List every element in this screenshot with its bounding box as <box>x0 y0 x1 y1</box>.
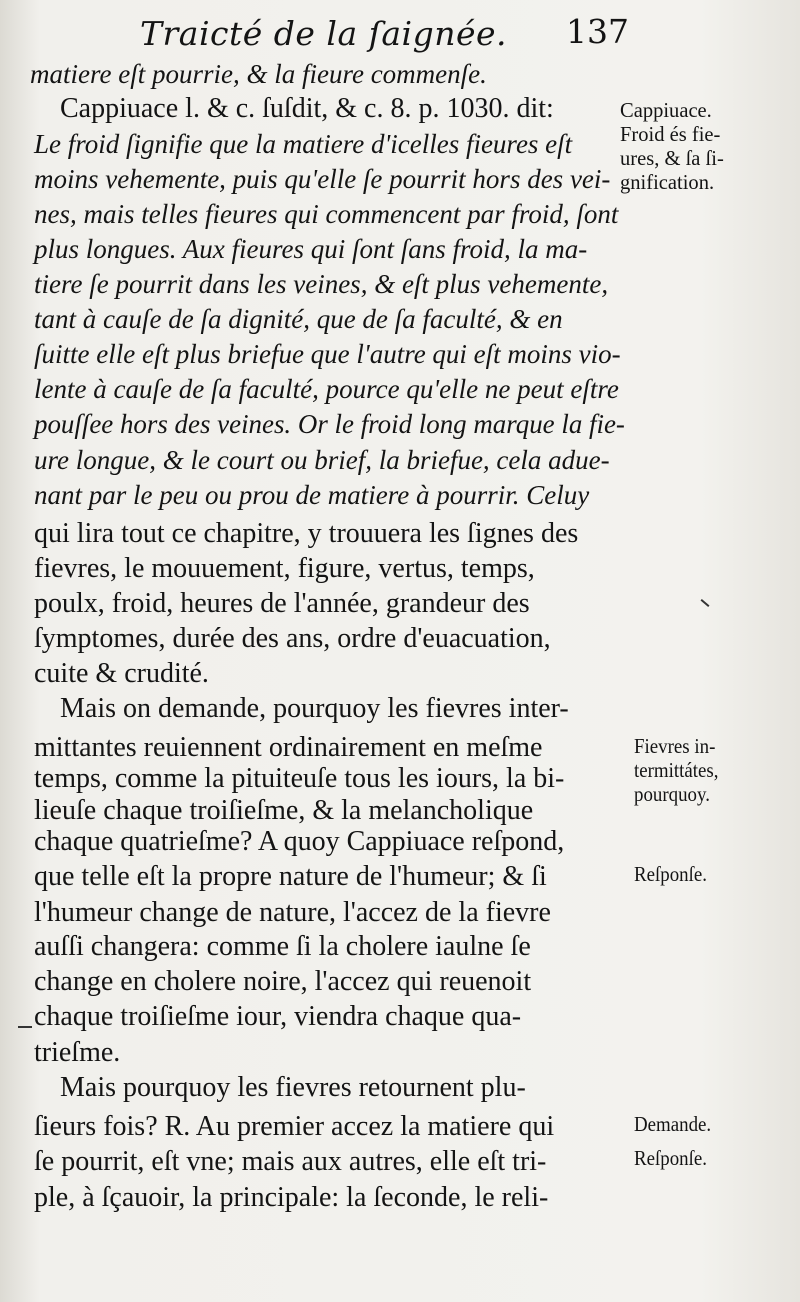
margin-note-line: pourquoy. <box>634 782 710 806</box>
running-head: Traicté de la ſaignée. <box>140 14 508 53</box>
margin-note <box>634 862 800 886</box>
text-line: nes, mais telles fieures qui commencent par froid, ſont <box>34 199 619 229</box>
text-line: ſieurs fois? R. Au premier accez la matiere qui <box>34 1111 555 1142</box>
margin-note <box>634 734 800 806</box>
margin-note-line: ures, & ſa ſi- <box>620 146 724 170</box>
text-line: cuite & crudité. <box>34 658 209 689</box>
text-line: qui lira tout ce chapitre, y trouuera les ſignes des <box>34 518 579 549</box>
text-line: poulx, froid, heures de l'année, grandeur des <box>34 588 530 619</box>
text-line: Mais pourquoy les fievres retournent plu- <box>60 1072 526 1103</box>
text-line: change en cholere noire, l'accez qui reuenoit <box>34 966 532 997</box>
text-line: mittantes reuiennent ordinairement en meſme <box>34 732 543 763</box>
text-line: Mais on demande, pourquoy les fievres inter- <box>60 693 569 724</box>
stray-mark <box>701 599 710 607</box>
text-line: que telle eſt la propre nature de l'humeur; & ſi <box>34 861 547 892</box>
margin-note-line: termittátes, <box>634 758 719 782</box>
text-line: l'humeur change de nature, l'accez de la fievre <box>34 897 551 928</box>
text-line: lente à cauſe de ſa faculté, pource qu'elle ne peut eſtre <box>34 374 619 404</box>
text-line: ſuitte elle eſt plus briefue que l'autre qui eſt moins vio- <box>34 339 621 369</box>
margin-note-line: Reſponſe. <box>634 862 707 886</box>
margin-note <box>634 1112 800 1136</box>
text-line: Cappiuace l. & c. ſuſdit, & c. 8. p. 1030. dit: <box>60 93 554 124</box>
margin-note-line: Reſponſe. <box>634 1146 707 1170</box>
text-line: ure longue, & le court ou brief, la briefue, cela adue- <box>34 445 610 475</box>
margin-note-line: Cappiuace. <box>620 98 712 122</box>
text-line: nant par le peu ou prou de matiere à pourrir. Celuy <box>34 480 590 510</box>
text-line: tiere ſe pourrit dans les veines, & eſt plus vehemente, <box>34 269 609 299</box>
stray-mark <box>18 1026 32 1028</box>
text-line: ſymptomes, durée des ans, ordre d'euacuation, <box>34 623 551 654</box>
page-number: 137 <box>566 12 629 51</box>
margin-note-line: gnification. <box>620 170 715 194</box>
text-line: moins vehemente, puis qu'elle ſe pourrit hors des vei- <box>34 164 611 194</box>
text-line: chaque troiſieſme iour, viendra chaque qua- <box>34 1001 522 1032</box>
text-line: temps, comme la pituiteuſe tous les iours, la bi- <box>34 763 565 794</box>
margin-note-line: Froid és fie- <box>620 122 721 146</box>
text-line: plus longues. Aux fieures qui ſont ſans froid, la ma- <box>34 234 588 264</box>
margin-note <box>620 98 800 194</box>
text-line: lieuſe chaque troiſieſme, & la melancholique <box>34 795 534 826</box>
text-line: matiere eſt pourrie, & la fieure commenſe. <box>30 59 487 89</box>
text-line: auſſi changera: comme ſi la cholere iaulne ſe <box>34 931 531 962</box>
text-line: ſe pourrit, eſt vne; mais aux autres, elle eſt tri- <box>34 1146 547 1177</box>
text-line: tant à cauſe de ſa dignité, que de ſa faculté, & en <box>34 304 563 334</box>
text-line: fievres, le mouuement, figure, vertus, temps, <box>34 553 535 584</box>
text-line: Le froid ſignifie que la matiere d'icelles fieures eſt <box>34 129 573 159</box>
page-header <box>0 10 800 53</box>
text-line: ple, à ſçauoir, la principale: la ſeconde, le reli- <box>34 1182 549 1213</box>
text-line: trieſme. <box>34 1037 121 1068</box>
text-line: chaque quatrieſme? A quoy Cappiuace reſpond, <box>34 826 565 857</box>
margin-note-line: Demande. <box>634 1112 712 1136</box>
margin-note-line: Fievres in- <box>634 734 716 758</box>
margin-note <box>634 1146 800 1170</box>
text-line: pouſſee hors des veines. Or le froid long marque la fie- <box>34 409 625 439</box>
